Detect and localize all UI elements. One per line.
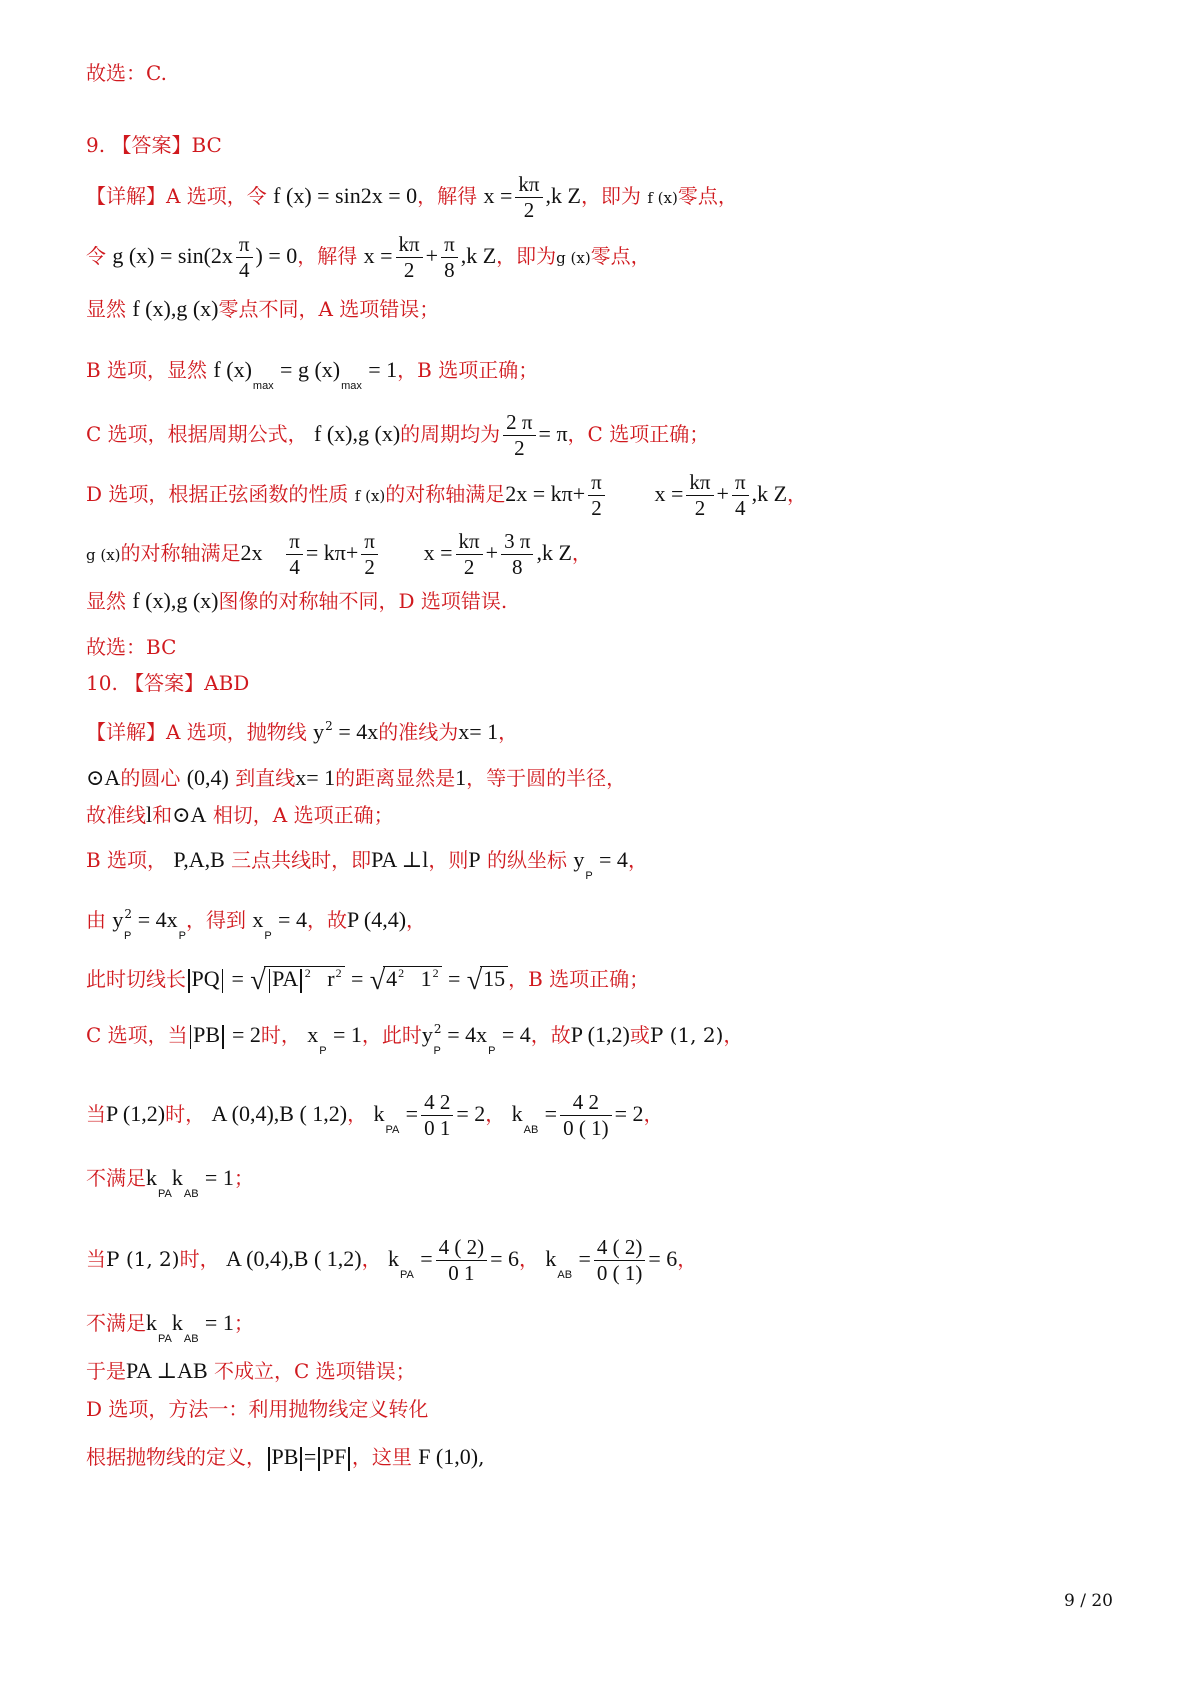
text: 故准线 <box>86 803 146 827</box>
text-line <box>86 963 649 994</box>
numerator: 4 ( 2) <box>436 1235 488 1261</box>
math: + <box>485 540 499 565</box>
math: = 1 <box>204 1310 234 1335</box>
math: PA ⊥l <box>371 847 429 872</box>
math: x <box>307 1022 319 1047</box>
text: 时， <box>165 1102 206 1126</box>
math: 1 <box>455 765 467 790</box>
superscript: 2 <box>432 966 439 980</box>
math: = <box>420 1246 433 1271</box>
text-line <box>86 800 394 830</box>
numerator: 4 2 <box>421 1090 453 1116</box>
fraction <box>396 232 423 283</box>
math: f (x),g (x) <box>132 588 219 613</box>
math: = 2 <box>231 1022 261 1047</box>
text: ， <box>498 720 519 744</box>
math: k <box>387 1246 399 1271</box>
denominator: 2 <box>514 436 525 460</box>
text: ，解得 <box>417 184 478 208</box>
text: ， <box>723 1023 744 1047</box>
text-line <box>86 717 518 750</box>
math: k <box>146 1310 157 1335</box>
numerator: kπ <box>686 470 713 496</box>
subscript: AB <box>557 1269 573 1281</box>
math: 2x = kπ+ <box>505 481 586 506</box>
subscript: max <box>341 380 362 392</box>
math: P (1,2) <box>570 1022 630 1047</box>
text-line <box>86 529 592 580</box>
text-line <box>86 845 648 882</box>
math: = 1 <box>368 357 398 382</box>
text: 零点， <box>590 244 651 268</box>
math: ,k Z <box>545 183 581 208</box>
superscript: 2 <box>398 966 405 980</box>
math: = 6 <box>490 1246 520 1271</box>
fraction <box>286 529 303 580</box>
fraction <box>441 232 458 283</box>
text: 不成立，C 选项错误； <box>214 1359 416 1383</box>
numerator: 4 ( 2) <box>594 1235 646 1261</box>
text: 的纵坐标 <box>486 848 567 872</box>
math: k <box>511 1101 523 1126</box>
text: ，即为 <box>496 244 557 268</box>
text: ，这里 <box>351 1445 412 1469</box>
text: C 选项，根据周期公式， <box>86 422 308 446</box>
fraction <box>503 410 535 461</box>
text: ， <box>571 541 592 565</box>
text: 和 <box>152 803 173 827</box>
text-line <box>86 1442 484 1472</box>
math: = 1 <box>332 1022 362 1047</box>
text: 图像的对称轴不同，D 选项错误. <box>218 589 508 613</box>
text: 时， <box>179 1247 220 1271</box>
text: 三点共线时，即 <box>231 848 372 872</box>
fraction <box>588 470 605 521</box>
numerator: kπ <box>456 529 483 555</box>
text: 故选：C. <box>86 61 167 85</box>
text: 【详解】A 选项，抛物线 <box>86 720 307 744</box>
text-line <box>86 294 439 324</box>
math: y <box>313 719 325 744</box>
abs-bar <box>300 969 302 993</box>
math: + <box>425 243 439 268</box>
text: ， <box>643 1102 664 1126</box>
denominator: 8 <box>512 555 523 579</box>
math: = 1 <box>204 1165 234 1190</box>
math: = 4x <box>447 1022 488 1047</box>
math: = <box>303 1444 317 1469</box>
subscript: P <box>488 1045 496 1057</box>
denominator: 2 <box>403 258 415 282</box>
text-line <box>86 58 167 88</box>
fraction <box>436 1235 488 1286</box>
text: ，C 选项正确； <box>567 422 710 446</box>
math: f (x) <box>647 189 678 207</box>
abs-bar <box>318 1447 320 1471</box>
text: 零点不同，A 选项错误； <box>218 297 440 321</box>
text: D 选项，根据正弦函数的性质 <box>86 482 349 506</box>
subscript: P <box>585 870 593 882</box>
text: ，等于圆的半径， <box>466 766 627 790</box>
superscript: 2 <box>335 966 342 980</box>
text: ； <box>233 1311 254 1335</box>
text: B 选项， <box>86 848 168 872</box>
text: 的周期均为 <box>400 422 501 446</box>
numerator: kπ <box>515 172 542 198</box>
math: x= 1 <box>458 719 499 744</box>
math: PQ <box>191 966 220 991</box>
text-line <box>86 1394 428 1424</box>
text-line <box>86 355 539 392</box>
text: 或 <box>629 1023 650 1047</box>
math: f (x),g (x) <box>132 296 219 321</box>
math: = 4 <box>599 847 628 872</box>
text: ， <box>627 848 648 872</box>
subscript: P <box>178 930 186 942</box>
fraction <box>560 1090 612 1141</box>
math: PB <box>193 1022 221 1047</box>
sqrt <box>369 965 442 996</box>
math: P (1, 2) <box>649 1023 724 1047</box>
math: F (1,0) <box>418 1444 479 1469</box>
text: ， <box>361 1247 382 1271</box>
fraction <box>421 1090 453 1141</box>
text-line <box>86 632 176 662</box>
math: x = <box>483 183 513 208</box>
text-line <box>86 586 507 616</box>
math: PB <box>271 1444 299 1469</box>
math: = π <box>538 421 568 446</box>
numerator: 3 π <box>501 529 533 555</box>
text: 的圆心 <box>120 766 181 790</box>
text: 不满足 <box>86 1311 146 1335</box>
math: = 4x <box>332 719 379 744</box>
math: ,k Z <box>751 481 788 506</box>
subscript: AB <box>183 1188 199 1200</box>
math: = 2 <box>614 1101 644 1126</box>
denominator: 2 <box>523 198 535 222</box>
abs-bar <box>269 969 271 993</box>
math: f (x) = sin2x = 0 <box>273 183 418 208</box>
math: ,k Z <box>460 243 497 268</box>
math: P (1,2) <box>106 1101 166 1126</box>
subscript: PA <box>158 1188 172 1200</box>
math: ) = 0 <box>255 243 298 268</box>
text: 到直线 <box>235 766 296 790</box>
text: 显然 <box>86 589 126 613</box>
math: x = <box>423 540 453 565</box>
abs-bar <box>222 969 224 993</box>
math: = <box>405 1101 419 1126</box>
numerator: π <box>236 232 253 258</box>
text-line <box>86 1235 697 1286</box>
subscript: AB <box>183 1333 199 1345</box>
math: = 2 <box>456 1101 486 1126</box>
math: f (x),g (x) <box>314 421 401 446</box>
answer-heading-9 <box>86 130 222 160</box>
math: = <box>231 966 244 991</box>
text: 不满足 <box>86 1166 146 1190</box>
text: C 选项，当 <box>86 1023 188 1047</box>
text: B 选项，显然 <box>86 358 208 382</box>
math: ⊙A <box>172 802 207 827</box>
text: ， <box>677 1247 698 1271</box>
math: A (0,4),B ( 1,2) <box>211 1101 348 1126</box>
math: = <box>350 966 364 991</box>
text-line <box>86 470 807 521</box>
denominator: 8 <box>444 258 455 282</box>
text: 零点， <box>677 184 738 208</box>
text-line <box>86 1356 416 1386</box>
text: ，B 选项正确； <box>397 358 539 382</box>
numerator: π <box>441 232 458 258</box>
text-line <box>86 905 427 942</box>
math: r <box>327 966 335 991</box>
text: 显然 <box>86 297 126 321</box>
text: 的距离显然是 <box>335 766 456 790</box>
math: k <box>171 1165 183 1190</box>
text: D 选项，方法一：利用抛物线定义转化 <box>86 1397 429 1421</box>
abs-bar <box>268 1447 270 1471</box>
subscript: P <box>433 1045 441 1057</box>
text: ， <box>406 908 427 932</box>
text: 根据抛物线的定义， <box>86 1445 266 1469</box>
math: 2x <box>240 540 263 565</box>
radical-sign: √ <box>466 965 483 996</box>
abs-bar <box>300 1447 302 1471</box>
numerator: π <box>588 470 605 496</box>
sqrt <box>466 965 508 996</box>
text: 于是 <box>86 1359 126 1383</box>
math: A (0,4),B ( 1,2) <box>225 1246 362 1271</box>
text: 相切，A 选项正确； <box>212 803 394 827</box>
radical-sign: √ <box>250 965 266 996</box>
math: = 4x <box>137 907 178 932</box>
text: ，得到 <box>185 908 246 932</box>
fraction <box>594 1235 646 1286</box>
math: f (x) <box>354 487 386 505</box>
text: 的准线为 <box>378 720 459 744</box>
text: 时， <box>260 1023 301 1047</box>
denominator: 4 <box>238 258 250 282</box>
abs-bar <box>190 1025 192 1049</box>
fraction <box>456 529 483 580</box>
numerator: 4 2 <box>560 1090 612 1116</box>
text: ， <box>485 1102 506 1126</box>
fraction <box>361 529 378 580</box>
math: g (x) <box>86 546 121 564</box>
denominator: 2 <box>694 496 706 520</box>
fraction <box>236 232 253 283</box>
radicand <box>264 966 345 994</box>
math: P,A,B <box>173 847 225 872</box>
math: = 6 <box>648 1246 678 1271</box>
numerator: kπ <box>396 232 423 258</box>
sqrt <box>250 965 344 996</box>
math: g (x) = sin(2x <box>112 243 233 268</box>
fraction <box>501 529 533 580</box>
numerator: π <box>361 529 378 555</box>
page-number: 9 / 20 <box>1064 1591 1113 1611</box>
text-line <box>86 1308 254 1345</box>
subscript: PA <box>385 1124 400 1136</box>
math: y <box>112 907 124 932</box>
math: , <box>478 1445 485 1469</box>
text-line <box>86 1163 254 1200</box>
text-line <box>86 763 626 793</box>
math: k <box>545 1246 557 1271</box>
text: ，解得 <box>297 244 358 268</box>
math: 1 <box>420 966 432 991</box>
abs-bar <box>348 1447 350 1471</box>
math: PF <box>321 1444 347 1469</box>
denominator: 0 ( 1) <box>596 1261 643 1285</box>
math: = g (x) <box>280 357 341 382</box>
numerator: 2 π <box>503 410 535 436</box>
math: l <box>146 802 153 827</box>
math: ,k Z <box>536 540 572 565</box>
text: 的对称轴满足 <box>120 541 241 565</box>
subscript: P <box>124 930 132 942</box>
math: = 4 <box>278 907 307 932</box>
math: P <box>468 847 481 872</box>
denominator: 0 1 <box>448 1261 475 1285</box>
text: ，B 选项正确； <box>508 967 650 991</box>
text-line <box>86 232 651 283</box>
subscript: max <box>252 380 274 392</box>
math: + <box>716 481 729 506</box>
superscript: 2 <box>304 966 311 980</box>
subscript: AB <box>523 1124 539 1136</box>
subscript: PA <box>158 1333 172 1345</box>
text: 当 <box>86 1102 106 1126</box>
denominator: 2 <box>591 496 602 520</box>
numerator: π <box>286 529 303 555</box>
text: ，故 <box>530 1023 571 1047</box>
text: 令 <box>86 244 106 268</box>
denominator: 0 1 <box>424 1116 451 1140</box>
numerator: π <box>732 470 749 496</box>
math: P (1, 2) <box>106 1247 180 1271</box>
math: = 4 <box>501 1022 531 1047</box>
subscript: PA <box>399 1269 414 1281</box>
math: k <box>373 1101 385 1126</box>
fraction <box>686 470 713 521</box>
text: ，则 <box>428 848 469 872</box>
text: 故选：BC <box>86 635 177 659</box>
math: x= 1 <box>295 765 336 790</box>
math: (0,4) <box>186 765 229 790</box>
denominator: 2 <box>364 555 375 579</box>
text: 的对称轴满足 <box>385 482 506 506</box>
text: ，即为 <box>580 184 641 208</box>
text: ，故 <box>306 908 347 932</box>
math: y <box>573 847 585 872</box>
text: 10. 【答案】ABD <box>86 671 250 695</box>
math: ⊙A <box>86 765 121 790</box>
denominator: 4 <box>735 496 746 520</box>
text: ， <box>787 482 808 506</box>
text: 当 <box>86 1247 106 1271</box>
subscript: P <box>264 930 272 942</box>
text: ； <box>233 1166 254 1190</box>
math: = kπ+ <box>305 540 359 565</box>
text: ，此时 <box>361 1023 422 1047</box>
math: = <box>544 1101 558 1126</box>
text: 此时切线长 <box>86 967 186 991</box>
text: 【详解】A 选项，令 <box>86 184 267 208</box>
denominator: 2 <box>463 555 475 579</box>
math: f (x) <box>213 357 252 382</box>
abs-bar <box>222 1025 224 1049</box>
text-line <box>86 1020 744 1057</box>
radicand <box>383 966 442 994</box>
math: g (x) <box>556 249 591 267</box>
math: k <box>171 1310 183 1335</box>
math: 4 <box>386 966 398 991</box>
subscript: P <box>319 1045 327 1057</box>
radical-sign: √ <box>369 965 386 996</box>
math: PA <box>272 966 299 991</box>
denominator: 4 <box>289 555 300 579</box>
superscript: 2 <box>433 1022 442 1036</box>
denominator: 0 ( 1) <box>563 1116 609 1140</box>
math: x <box>252 907 264 932</box>
text-line <box>86 172 738 223</box>
abs-bar <box>188 969 190 993</box>
text-line <box>86 1090 664 1141</box>
text: 9. 【答案】BC <box>86 133 222 157</box>
math: P (4,4) <box>346 907 407 932</box>
math: x = <box>363 243 393 268</box>
text-line <box>86 410 709 461</box>
fraction <box>515 172 542 223</box>
text: 由 <box>86 908 106 932</box>
text: ， <box>347 1102 368 1126</box>
math: PA ⊥AB <box>126 1358 208 1383</box>
math: = <box>578 1246 591 1271</box>
math: k <box>146 1165 157 1190</box>
text: ， <box>519 1247 540 1271</box>
fraction <box>732 470 749 521</box>
answer-heading-10 <box>86 668 249 698</box>
radicand: 15 <box>480 966 508 991</box>
superscript: 2 <box>124 907 132 921</box>
superscript: 2 <box>325 719 333 733</box>
math: x = <box>654 481 684 506</box>
math: = <box>447 966 461 991</box>
math: y <box>421 1022 433 1047</box>
